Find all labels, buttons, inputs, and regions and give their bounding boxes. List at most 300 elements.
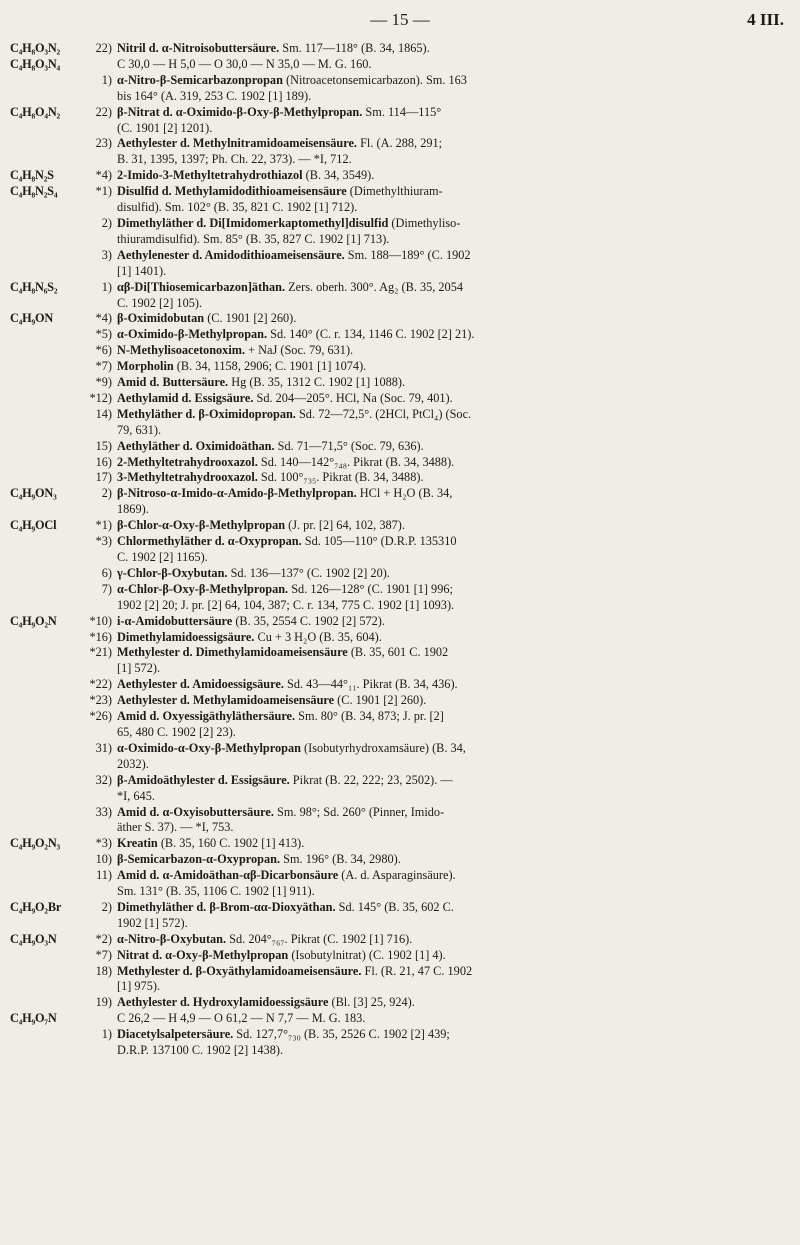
entry-details: (C. 1901 [2] 260). (204, 311, 297, 326)
compound-name: Amid d. α-Amidoäthan-αβ-Dicarbonsäure (117, 868, 339, 883)
entry-details: (B. 34, 3549). (302, 168, 375, 183)
formula-label (10, 1027, 67, 1043)
compound-name: β-Nitroso-α-Imido-α-Amido-β-Methylpropan. (117, 486, 357, 501)
entry-number: 1) (101, 279, 112, 294)
entry-number: 2) (101, 899, 112, 914)
list-item (10, 566, 790, 582)
list-item (10, 343, 790, 359)
formula-label (10, 852, 67, 868)
entry-details: (C. 1901 [2] 1201). (117, 120, 213, 135)
list-item (10, 359, 790, 375)
entry-text (117, 661, 790, 677)
entry-details: Sd. 140° (C. r. 134, 1146 C. 1902 [2] 21). (267, 327, 475, 342)
entry-number: *3) (95, 836, 112, 851)
entry-text (117, 439, 790, 455)
entry-text (117, 645, 790, 661)
entry-details: C. 1902 [2] 1165). (117, 550, 208, 564)
entry-details: (Dimethyliso- (388, 215, 461, 230)
entry-text (117, 57, 790, 73)
compound-name: 3-Methyltetrahydrooxazol. (117, 470, 258, 485)
entry-details: Fl. (R. 21, 47 C. 1902 (361, 963, 473, 978)
entry-number: *1) (95, 184, 112, 199)
entry-details: 1902 [1] 572). (117, 915, 188, 930)
formula-label (10, 375, 67, 391)
formula-label: C₄H₈N₂S₄ (10, 184, 58, 199)
entry-number: *6) (95, 343, 112, 358)
formula-label (10, 1043, 67, 1059)
entry-text (117, 168, 790, 184)
compound-name: α-Nitro-β-Semicarbazonpropan (117, 72, 283, 87)
list-item (10, 311, 790, 327)
entry-text (117, 932, 790, 948)
entry-text (117, 89, 790, 105)
entry-details: (Nitroacetonsemicarbazon). Sm. 163 (282, 72, 467, 87)
list-item (10, 661, 790, 677)
list-item (10, 184, 790, 200)
entry-text (117, 423, 790, 439)
entry-number: *7) (95, 359, 112, 374)
entry-details: Sd. 72—72,5°. (2HCl, PtCl₄) (Soc. (295, 406, 472, 421)
compound-name: Amid d. Oxyessigäthyläthersäure. (117, 709, 296, 724)
page-number: — 15 — (370, 10, 430, 29)
formula-label (10, 741, 67, 757)
formula-label (10, 598, 67, 614)
list-item (10, 1011, 790, 1027)
entry-number (67, 121, 117, 137)
formula-label (10, 359, 67, 375)
formula-label (10, 709, 67, 725)
compound-name: α-Nitro-β-Oxybutan. (117, 931, 227, 946)
entry-text (117, 789, 790, 805)
list-item (10, 709, 790, 725)
entry-number (67, 89, 117, 105)
entry-text (117, 280, 790, 296)
formula-label (10, 820, 67, 836)
entry-details: Hg (B. 35, 1312 C. 1902 [1] 1088). (228, 375, 406, 390)
entry-text (117, 486, 790, 502)
list-item (10, 836, 790, 852)
entry-details: disulfid). Sm. 102° (B. 35, 821 C. 1902 [1] 712). (117, 200, 358, 215)
entry-text (117, 502, 790, 518)
compound-name: β-Oximidobutan (117, 311, 205, 326)
entry-number: *10) (89, 613, 112, 628)
formula-label (10, 884, 67, 900)
entry-details: Sd. 126—128° (C. 1901 [1] 996; (288, 581, 453, 596)
entry-number: 2) (101, 215, 112, 230)
formula-label (10, 232, 67, 248)
list-item (10, 280, 790, 296)
list-item (10, 57, 790, 73)
entry-details: D.R.P. 137100 C. 1902 [2] 1438). (117, 1043, 284, 1058)
entry-text (117, 550, 790, 566)
entry-details: 65, 480 C. 1902 [2] 23). (117, 724, 236, 739)
list-item (10, 73, 790, 89)
entry-number: 33) (95, 804, 112, 819)
list-item (10, 741, 790, 757)
entry-number: *9) (95, 375, 112, 390)
compound-name: Dimethyläther d. Di[Imidomerkaptomethyl]disulfid (117, 215, 389, 230)
entry-details: thiuramdisulfid). Sm. 85° (B. 35, 827 C. 1902 [1] 713). (117, 231, 390, 246)
formula-label (10, 296, 67, 312)
entry-number (67, 502, 117, 518)
entry-text (117, 311, 790, 327)
entry-number: 16) (95, 454, 112, 469)
entry-number: 10) (95, 852, 112, 867)
entry-number (67, 979, 117, 995)
list-item (10, 121, 790, 137)
formula-label: C₄H₉O₃N (10, 931, 57, 946)
compound-name: Chlormethyläther d. α-Oxypropan. (117, 534, 302, 549)
entry-number (67, 264, 117, 280)
formula-label (10, 757, 67, 773)
list-item (10, 916, 790, 932)
entry-text (117, 900, 790, 916)
entry-text (117, 470, 790, 486)
compound-name: Diacetylsalpetersäure. (117, 1027, 234, 1042)
entry-text (117, 805, 790, 821)
entry-details: (Dimethylthiuram- (346, 184, 443, 199)
entry-text (117, 820, 790, 836)
entry-text (117, 916, 790, 932)
entry-number (67, 757, 117, 773)
entry-details: HCl + H₂O (B. 34, (356, 486, 453, 501)
formula-label (10, 73, 67, 89)
entry-details: Sd. 43—44°₁₁. Pikrat (B. 34, 436). (283, 677, 458, 692)
entry-text (117, 1027, 790, 1043)
formula-label (10, 470, 67, 486)
entry-details: Sm. 114—115° (362, 104, 442, 119)
list-item (10, 677, 790, 693)
entry-text (117, 327, 790, 343)
list-item (10, 470, 790, 486)
entry-number (67, 232, 117, 248)
entry-text (117, 152, 790, 168)
entry-details: 79, 631). (117, 422, 162, 437)
compound-name: Methylester d. β-Oxyäthylamidoameisensäure. (117, 963, 362, 978)
formula-label (10, 391, 67, 407)
compound-name: Aethylamid d. Essigsäure. (117, 390, 254, 405)
list-item (10, 820, 790, 836)
formula-label: C₄H₉OCl (10, 518, 57, 533)
formula-label (10, 645, 67, 661)
compound-name: α-Oximido-β-Methylpropan. (117, 327, 268, 342)
entry-text (117, 343, 790, 359)
entry-details: (B. 35, 160 C. 1902 [1] 413). (157, 836, 305, 851)
entry-number: 18) (95, 963, 112, 978)
list-item (10, 964, 790, 980)
entry-number (67, 1011, 117, 1027)
compound-name: Morpholin (117, 359, 174, 374)
entry-number: 1) (101, 72, 112, 87)
list-item (10, 136, 790, 152)
formula-label (10, 152, 67, 168)
compound-name: β-Amidoäthylester d. Essigsäure. (117, 772, 290, 787)
entry-number: 22) (95, 104, 112, 119)
list-item (10, 645, 790, 661)
entry-number: *5) (95, 327, 112, 342)
entry-number: 22) (95, 41, 112, 55)
formula-label (10, 121, 67, 137)
entry-number: 23) (95, 136, 112, 151)
entry-details: (B. 34, 1158, 2906; C. 1901 [1] 1074). (173, 359, 367, 374)
entry-text (117, 248, 790, 264)
compound-name: Amid d. α-Oxyisobuttersäure. (117, 804, 274, 819)
compound-name: Dimethyläther d. β-Brom-αα-Dioxyäthan. (117, 899, 336, 914)
formula-label: C₄H₈O₃N₂ (10, 41, 61, 55)
list-item (10, 630, 790, 646)
entry-text (117, 693, 790, 709)
list-item (10, 614, 790, 630)
formula-label: C₄H₈N₆S₂ (10, 279, 58, 294)
compound-name: i-α-Amidobuttersäure (117, 613, 233, 628)
entry-text (117, 852, 790, 868)
list-item (10, 884, 790, 900)
list-item (10, 327, 790, 343)
entry-details: (Bl. [3] 25, 924). (328, 995, 415, 1010)
entry-text (117, 979, 790, 995)
entry-text (117, 359, 790, 375)
entry-text (117, 455, 790, 471)
list-item (10, 725, 790, 741)
list-item (10, 439, 790, 455)
compound-name: α-Oximido-α-Oxy-β-Methylpropan (117, 740, 301, 755)
entry-text (117, 614, 790, 630)
list-item (10, 693, 790, 709)
entry-details: + NaJ (Soc. 79, 631). (245, 343, 354, 358)
entry-details: Sm. 117—118° (B. 34, 1865). (279, 41, 430, 55)
compound-name: Nitril d. α-Nitroisobuttersäure. (117, 41, 280, 55)
entry-number (67, 57, 117, 73)
entry-number: 11) (96, 868, 112, 883)
list-item (10, 1027, 790, 1043)
compound-name: Dimethylamidoessigsäure. (117, 629, 255, 644)
entry-number (67, 152, 117, 168)
entry-number (67, 661, 117, 677)
entry-number: *1) (95, 518, 112, 533)
entry-text (117, 375, 790, 391)
list-item (10, 232, 790, 248)
entry-details: Sd. 105—110° (D.R.P. 135310 (301, 534, 457, 549)
entry-number: 32) (95, 772, 112, 787)
list-item (10, 502, 790, 518)
entry-text (117, 200, 790, 216)
compound-name: Methyläther d. β-Oximidopropan. (117, 406, 296, 421)
entry-text (117, 296, 790, 312)
entry-number: 19) (95, 995, 112, 1010)
entry-details: (Isobutylnitrat) (C. 1902 [1] 4). (288, 947, 446, 962)
entry-text (117, 407, 790, 423)
list-item (10, 168, 790, 184)
entry-text (117, 1043, 790, 1059)
entry-details: Sm. 98°; Sd. 260° (Pinner, Imido- (273, 804, 445, 819)
formula-label: C₄H₈N₂S (10, 168, 54, 183)
entry-number (67, 725, 117, 741)
compound-name: 2-Imido-3-Methyltetrahydrothiazol (117, 168, 303, 183)
formula-label (10, 789, 67, 805)
compound-name: Aethylester d. Methylnitramidoameisensäure. (117, 136, 357, 151)
entry-details: Fl. (A. 288, 291; (357, 136, 443, 151)
list-item (10, 455, 790, 471)
formula-label (10, 534, 67, 550)
list-item (10, 948, 790, 964)
entry-text (117, 216, 790, 232)
formula-label (10, 916, 67, 932)
formula-label (10, 582, 67, 598)
list-item (10, 248, 790, 264)
list-item (10, 41, 790, 57)
formula-label (10, 248, 67, 264)
entry-details: 1902 [2] 20; J. pr. [2] 64, 104, 387; C. r. 134, 775 C. 1902 [1] 1093). (117, 597, 455, 612)
entry-details: Sd. 204°₇₆₇. Pikrat (C. 1902 [1] 716). (226, 931, 413, 946)
list-item (10, 486, 790, 502)
entry-details: äther S. 37). — *I, 753. (117, 820, 234, 835)
formula-label: C₄H₈O₄N₂ (10, 104, 61, 119)
compound-name: 2-Methyltetrahydrooxazol. (117, 454, 258, 469)
entry-number: *7) (95, 947, 112, 962)
compound-list (10, 41, 790, 1059)
formula-label: C₄H₉O₇N (10, 1011, 57, 1026)
entry-text (117, 741, 790, 757)
formula-label (10, 136, 67, 152)
formula-label (10, 407, 67, 423)
compound-name: β-Nitrat d. α-Oximido-β-Oxy-β-Methylpropan. (117, 104, 363, 119)
entry-text (117, 773, 790, 789)
entry-details: Sd. 127,7°₇₃₀ (B. 35, 2526 C. 1902 [2] 439; (233, 1027, 450, 1042)
entry-text (117, 518, 790, 534)
entry-details: *I, 645. (117, 788, 155, 803)
entry-details: C. 1902 [2] 105). (117, 295, 203, 310)
formula-label: C₄H₉ON (10, 311, 54, 326)
entry-number: *23) (89, 693, 112, 708)
entry-details: Sm. 188—189° (C. 1902 (344, 247, 471, 262)
entry-text (117, 630, 790, 646)
list-item (10, 1043, 790, 1059)
compound-name: Aethylenester d. Amidodithioameisensäure. (117, 247, 345, 262)
formula-label (10, 948, 67, 964)
entry-number (67, 598, 117, 614)
entry-text (117, 582, 790, 598)
entry-number: 7) (101, 581, 112, 596)
list-item (10, 216, 790, 232)
formula-label (10, 216, 67, 232)
entry-details: Sd. 204—205°. HCl, Na (Soc. 79, 401). (253, 390, 453, 405)
list-item (10, 152, 790, 168)
entry-text (117, 884, 790, 900)
entry-text (117, 566, 790, 582)
compound-name: αβ-Di[Thiosemicarbazon]äthan. (117, 279, 286, 294)
page-header (0, 8, 800, 34)
entry-number: *2) (95, 931, 112, 946)
entry-number (67, 200, 117, 216)
formula-label (10, 725, 67, 741)
compound-name: Amid d. Buttersäure. (117, 375, 229, 390)
formula-label (10, 439, 67, 455)
list-item (10, 264, 790, 280)
formula-label (10, 343, 67, 359)
list-item (10, 391, 790, 407)
list-item (10, 550, 790, 566)
entry-details: Sm. 80° (B. 34, 873; J. pr. [2] (295, 709, 444, 724)
list-item (10, 518, 790, 534)
list-item (10, 582, 790, 598)
list-item (10, 423, 790, 439)
entry-number: 14) (95, 406, 112, 421)
entry-number: *26) (89, 709, 112, 724)
compound-name: Aethylester d. Hydroxylamidoessigsäure (117, 995, 329, 1010)
entry-number: *4) (95, 311, 112, 326)
entry-text (117, 534, 790, 550)
entry-number (67, 884, 117, 900)
section-marker: 4 III. (747, 10, 784, 29)
entry-number: *16) (89, 629, 112, 644)
entry-details: [1] 572). (117, 661, 161, 676)
entry-number (67, 1043, 117, 1059)
formula-label: C₄H₉ON₃ (10, 486, 57, 501)
entry-details: 2032). (117, 756, 149, 771)
entry-text (117, 757, 790, 773)
entry-details: (Isobutyrhydroxamsäure) (B. 34, (300, 740, 466, 755)
entry-details: C 30,0 — H 5,0 — O 30,0 — N 35,0 — M. G. 160. (117, 56, 372, 71)
entry-number: *3) (95, 534, 112, 549)
formula-label (10, 805, 67, 821)
list-item (10, 789, 790, 805)
entry-text (117, 41, 790, 57)
entry-number (67, 916, 117, 932)
entry-number (67, 423, 117, 439)
entry-details: (J. pr. [2] 64, 102, 387). (285, 518, 405, 533)
entry-number: *22) (89, 677, 112, 692)
entry-number: 6) (101, 565, 112, 580)
formula-label (10, 566, 67, 582)
entry-number: 3) (101, 247, 112, 262)
entry-text (117, 948, 790, 964)
entry-number: 1) (101, 1027, 112, 1042)
entry-number: 17) (95, 470, 112, 485)
formula-label (10, 89, 67, 105)
entry-details: Sm. 131° (B. 35, 1106 C. 1902 [1] 911). (117, 884, 315, 899)
compound-name: Nitrat d. α-Oxy-β-Methylpropan (117, 947, 289, 962)
compound-name: Methylester d. Dimethylamidoameisensäure (117, 645, 348, 660)
entry-details: Sm. 196° (B. 34, 2980). (280, 852, 401, 867)
formula-label (10, 264, 67, 280)
entry-text (117, 677, 790, 693)
formula-label (10, 455, 67, 471)
entry-number (67, 550, 117, 566)
entry-text (117, 232, 790, 248)
list-item (10, 979, 790, 995)
entry-details: bis 164° (A. 319, 253 C. 1902 [1] 189). (117, 88, 312, 103)
formula-label (10, 677, 67, 693)
compound-name: Kreatin (117, 836, 158, 851)
entry-details: Cu + 3 H₂O (B. 35, 604). (254, 629, 382, 644)
list-item (10, 375, 790, 391)
entry-number: *4) (95, 168, 112, 183)
entry-details: Sd. 140—142°₇₄₈. Pikrat (B. 34, 3488). (257, 454, 455, 469)
entry-details: Sd. 71—71,5° (Soc. 79, 636). (274, 438, 424, 453)
entry-text (117, 136, 790, 152)
entry-number: *12) (89, 390, 112, 405)
formula-label (10, 868, 67, 884)
entry-text (117, 836, 790, 852)
entry-text (117, 725, 790, 741)
entry-text (117, 598, 790, 614)
compound-name: Aethylester d. Methylamidoameisensäure (117, 693, 335, 708)
formula-label: C₄H₉O₂Br (10, 899, 62, 914)
list-item (10, 89, 790, 105)
entry-details: (C. 1901 [2] 260). (334, 693, 427, 708)
formula-label: C₄H₈O₃N₄ (10, 56, 61, 71)
formula-label (10, 661, 67, 677)
